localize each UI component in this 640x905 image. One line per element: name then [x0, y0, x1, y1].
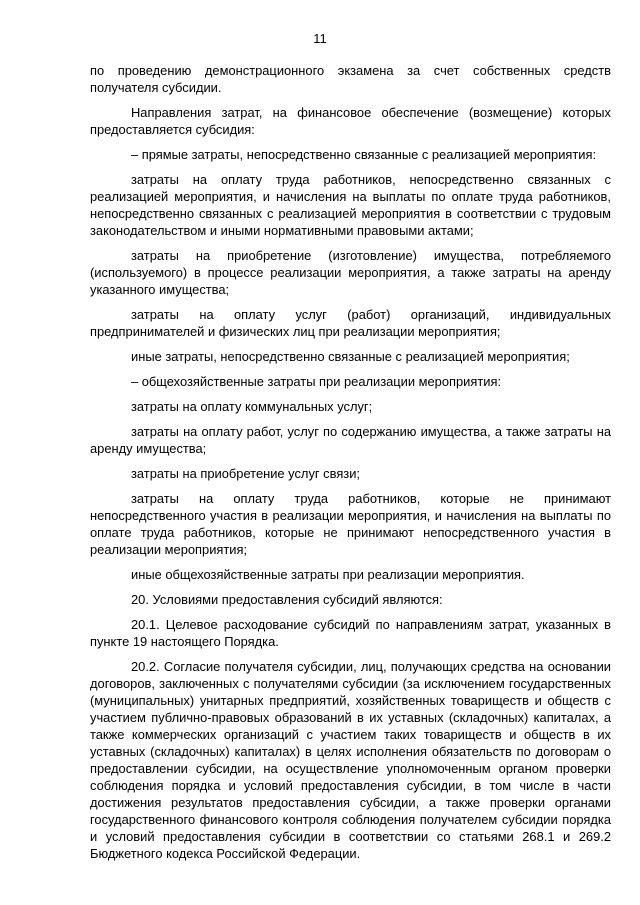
paragraph-labor-costs: затраты на оплату труда работников, непосредственно связанных с реализацией мероприятия, и начисления на выплаты по оплате труда работников, непосредственно связанных с реализацией мероприятия в соответствии с трудовым законодательством и иными нормативными правовыми актами; [90, 172, 611, 238]
paragraph-cost-directions: Направления затрат, на финансовое обеспечение (возмещение) которых предоставляется субсидия: [90, 105, 611, 137]
paragraph-section-20-2: 20.2. Согласие получателя субсидии, лиц, получающих средства на основании договоров, заключенных с получателями субсидии (за исключением государственных (муниципальных) унитарных предприятий, хозяйственных товариществ и обществ с участием публично-правовых образований в их уставных (складочных) капиталах, а также коммерческих организаций с участием таких товариществ и обществ в их уставных (складочных) капиталах) в целях исполнения обязательств по договорам о предоставлении субсидии, на осуществление уполномоченным органом проверки соблюдения порядка и условий предоставления субсидии, в том числе в части достижения результатов предоставления субсидии, а также проверки органами государственного финансового контроля соблюдения получателем субсидии порядка и условий предоставления субсидии в соответствии со статьями 268.1 и 269.2 Бюджетного кодекса Российской Федерации. [90, 659, 611, 861]
paragraph-maintenance: затраты на оплату работ, услуг по содержанию имущества, а также затраты на аренду имущества; [90, 424, 611, 456]
paragraph-direct-costs: – прямые затраты, непосредственно связанные с реализацией мероприятия: [131, 147, 597, 162]
paragraph-section-20: 20. Условиями предоставления субсидий являются: [131, 592, 443, 607]
paragraph-indirect-labor: затраты на оплату труда работников, которые не принимают непосредственного участия в реализации мероприятия, и начисления на выплаты по оплате труда работников, которые не принимают непосредственного участия в реализации мероприятия; [90, 491, 611, 557]
page-number: 11 [313, 31, 327, 46]
paragraph-property-costs: затраты на приобретение (изготовление) имущества, потребляемого (используемого) в процессе реализации мероприятия, а также затраты на аренду указанного имущества; [90, 248, 611, 297]
paragraph-continuation: по проведению демонстрационного экзамена за счет собственных средств получателя субсидии. [90, 63, 611, 95]
paragraph-section-20-1: 20.1. Целевое расходование субсидий по направлениям затрат, указанных в пункте 19 настоящего Порядка. [90, 617, 611, 649]
paragraph-other-direct-costs: иные затраты, непосредственно связанные с реализацией мероприятия; [131, 349, 570, 364]
paragraph-services-costs: затраты на оплату услуг (работ) организаций, индивидуальных предпринимателей и физических лиц при реализации мероприятия; [90, 307, 611, 339]
paragraph-utilities: затраты на оплату коммунальных услуг; [131, 399, 373, 414]
paragraph-communication: затраты на приобретение услуг связи; [131, 466, 361, 481]
paragraph-overhead-costs: – общехозяйственные затраты при реализации мероприятия: [131, 374, 502, 389]
paragraph-other-overhead: иные общехозяйственные затраты при реализации мероприятия. [131, 567, 525, 582]
document-body [90, 62, 611, 870]
